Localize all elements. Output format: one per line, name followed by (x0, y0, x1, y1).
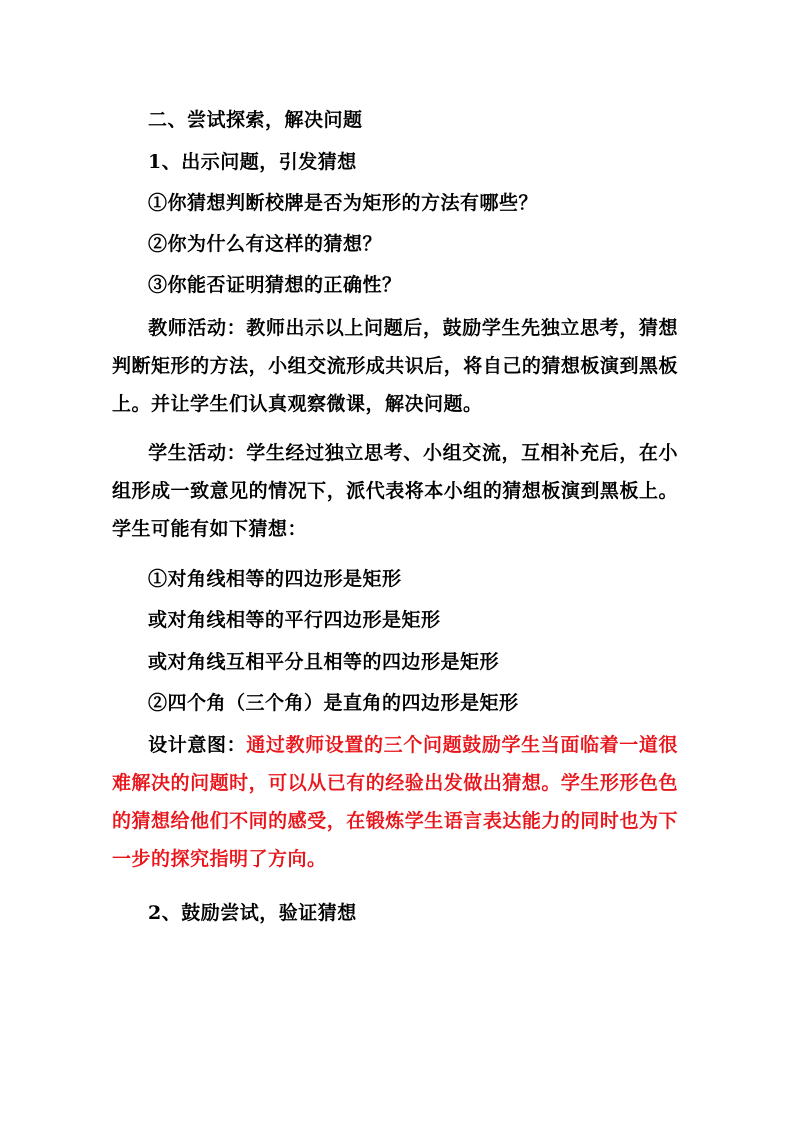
design-intent-paragraph (112, 726, 678, 878)
teacher-activity-paragraph (112, 309, 678, 423)
question-1: ①你猜想判断校牌是否为矩形的方法有哪些？ (148, 192, 539, 214)
question-2: ②你为什么有这样的猜想？ (148, 233, 383, 255)
design-intent-text: 通过教师设置的三个问题鼓励学生当面临着一道很难解决的问题时，可以从已有的经验出发做出猜想。学生形形色色的猜想给他们不同的感受，在锻炼学生语言表达能力的同时也为下一步的探究指明了方向。 (112, 734, 678, 870)
teacher-activity-label: 教师活动： (148, 317, 247, 339)
teacher-activity-text: 教师出示以上问题后，鼓励学生先独立思考，猜想判断矩形的方法，小组交流形成共识后，将自己的猜想板演到黑板上。并让学生们认真观察微课，解决问题。 (112, 317, 678, 415)
question-3: ③你能否证明猜想的正确性？ (148, 274, 402, 296)
student-activity-text: 学生经过独立思考、小组交流，互相补充后，在小组形成一致意见的情况下，派代表将本小组的猜想板演到黑板上。学生可能有如下猜想： (112, 442, 678, 540)
student-activity-label: 学生活动： (148, 442, 247, 464)
conjecture-2: 或对角线相等的平行四边形是矩形 (148, 609, 441, 631)
conjecture-3: 或对角线互相平分且相等的四边形是矩形 (148, 651, 500, 673)
step1-title: 1、出示问题，引发猜想 (148, 151, 357, 173)
student-activity-paragraph (112, 434, 678, 548)
design-intent-label: 设计意图： (148, 734, 247, 756)
section-title: 二、尝试探索，解决问题 (148, 109, 363, 131)
conjecture-1: ①对角线相等的四边形是矩形 (148, 568, 402, 590)
step2-title: 2、鼓励尝试，验证猜想 (148, 902, 357, 924)
conjecture-4: ②四个角（三个角）是直角的四边形是矩形 (148, 692, 519, 714)
